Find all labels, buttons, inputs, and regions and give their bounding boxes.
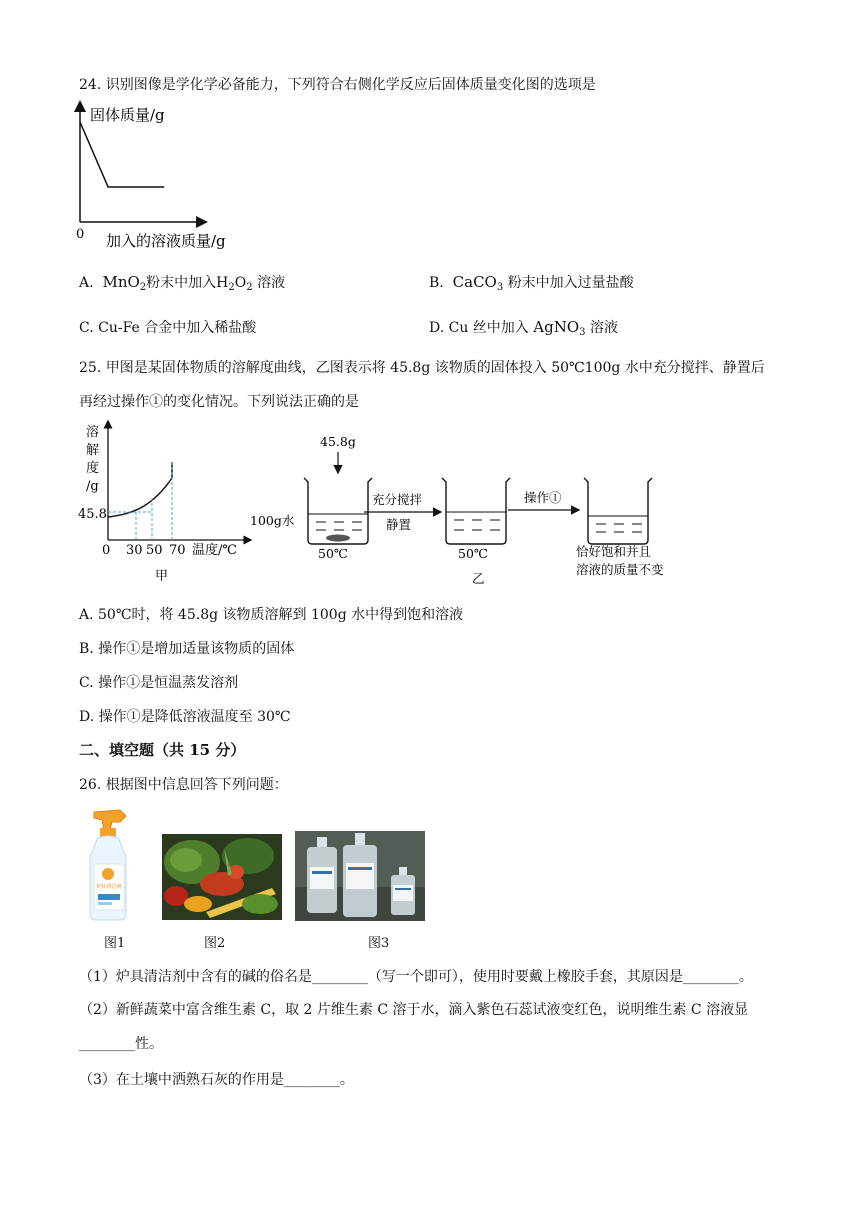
figure-caption-2: 图2 — [204, 936, 226, 951]
beaker-process-yi — [246, 428, 686, 598]
q25-stem-line2: 再经过操作①的变化情况。下列说法正确的是 — [79, 394, 359, 410]
q26-part-1: （1）炉具清洁剂中含有的碱的俗名是________（写一个即可），使用时要戴上橡胶手套，其原因是________。 — [79, 969, 753, 985]
q24-option-d[interactable]: D. Cu 丝中加入 AgNO$_3$ 溶液 — [429, 318, 618, 338]
jia-ylabel-1: 溶 — [86, 425, 100, 440]
q24-option-c[interactable]: C. Cu-Fe 合金中加入稀盐酸 — [79, 320, 257, 336]
mass-label: 45.8g — [320, 434, 356, 449]
medicine-bottles-image — [295, 831, 425, 921]
jia-x-tick-70: 70 — [169, 543, 186, 558]
jia-x-tick-30: 30 — [126, 543, 143, 558]
beaker-1 — [304, 478, 372, 544]
q24-stem: 24. 识别图像是学化学必备能力，下列符合右侧化学反应后固体质量变化图的选项是 — [79, 77, 596, 93]
beaker-3 — [584, 478, 652, 544]
solubility-curve — [108, 478, 172, 517]
jia-xlabel: 温度/℃ — [192, 543, 237, 558]
q24-option-b[interactable]: B. CaCO$_3$ 粉末中加入过量盐酸 — [429, 273, 634, 293]
q26-stem: 26. 根据图中信息回答下列问题： — [79, 777, 288, 793]
water-label: 100g水 — [250, 513, 295, 528]
bottle-label: 炉灶清洁剂 — [96, 884, 122, 890]
q26-part-2: （2）新鲜蔬菜中富含维生素 C，取 2 片维生素 C 溶于水，滴入紫色石蕊试液变红色，说明维生素 C 溶液显 — [79, 1002, 749, 1018]
jia-ylabel-4: /g — [86, 479, 99, 494]
q25-stem-line1: 25. 甲图是某固体物质的溶解度曲线，乙图表示将 45.8g 该物质的固体投入 50℃100g 水中充分搅拌、静置后 — [79, 360, 765, 376]
spray-bottle-image — [86, 806, 146, 924]
step1-bottom: 静置 — [386, 517, 412, 532]
q25-option-b[interactable]: B. 操作①是增加适量该物质的固体 — [79, 641, 295, 657]
result-line1: 恰好饱和并且 — [576, 544, 652, 559]
q25-option-d[interactable]: D. 操作①是降低溶液温度至 30℃ — [79, 709, 291, 725]
jia-y-tick: 45.8 — [78, 507, 107, 522]
q26-part-2-cont: ________性。 — [79, 1036, 163, 1052]
solubility-graph-jia — [76, 418, 256, 588]
jia-caption: 甲 — [155, 569, 169, 584]
jia-ylabel-2: 解 — [86, 443, 100, 458]
q26-part-3: （3）在土壤中洒熟石灰的作用是________。 — [79, 1072, 354, 1088]
mass-curve — [80, 122, 164, 187]
beaker-2 — [442, 478, 510, 544]
temp-label-2: 50℃ — [458, 546, 488, 561]
figure-caption-3: 图3 — [368, 936, 390, 951]
step2-label: 操作① — [524, 490, 562, 505]
step1-top: 充分搅拌 — [372, 492, 423, 507]
jia-x-tick-50: 50 — [146, 543, 163, 558]
y-axis-label: 固体质量/g — [90, 106, 165, 124]
jia-ylabel-3: 度 — [86, 461, 100, 476]
figure-caption-1: 图1 — [104, 936, 126, 951]
jia-x-tick-0: 0 — [102, 543, 111, 558]
vegetables-image — [162, 834, 282, 920]
q25-option-c[interactable]: C. 操作①是恒温蒸发溶剂 — [79, 675, 239, 691]
origin-label: 0 — [76, 227, 85, 242]
x-axis-label: 加入的溶液质量/g — [106, 232, 226, 250]
q24-graph — [68, 100, 248, 250]
q25-option-a[interactable]: A. 50℃时，将 45.8g 该物质溶解到 100g 水中得到饱和溶液 — [79, 607, 464, 623]
result-line2: 溶液的质量不变 — [576, 562, 664, 577]
temp-label-1: 50℃ — [318, 546, 348, 561]
section-heading-fill-blank: 二、填空题（共 15 分） — [79, 741, 246, 759]
yi-caption: 乙 — [472, 571, 485, 586]
q24-option-a[interactable]: A. MnO$_2$粉末中加入$H_2O_2$ 溶液 — [79, 273, 286, 293]
